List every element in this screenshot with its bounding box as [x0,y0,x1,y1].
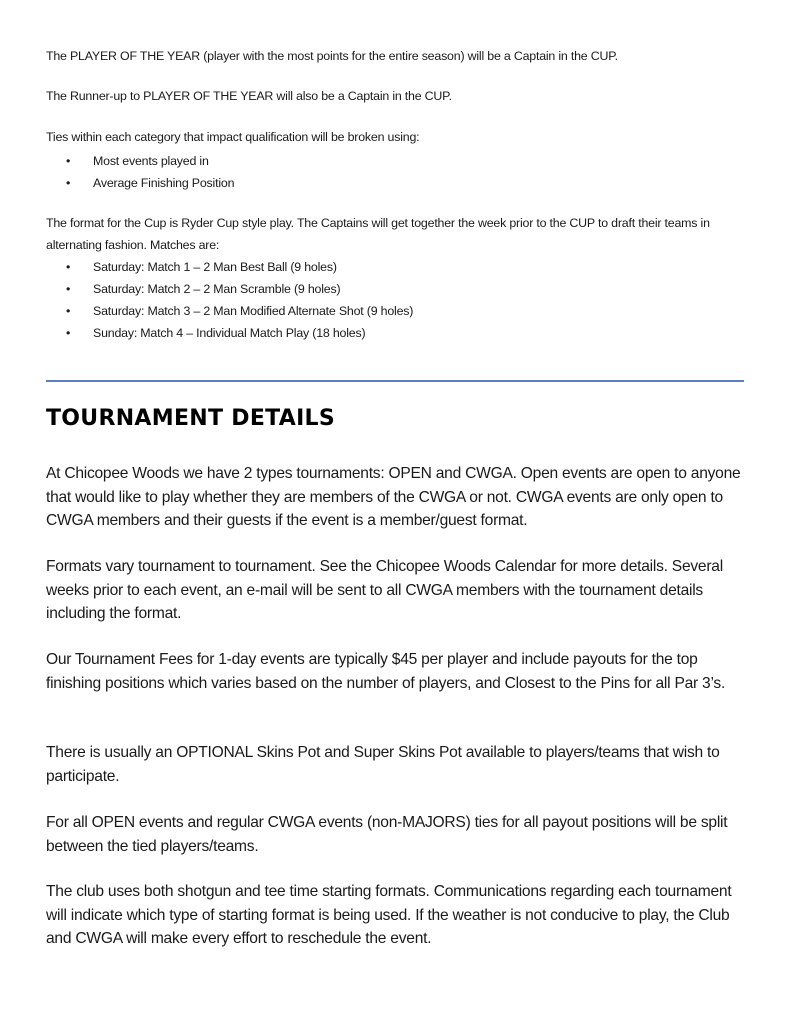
list-item: • Saturday: Match 1 – 2 Man Best Ball (9 holes) [66,256,413,278]
bullet-icon: • [66,326,71,340]
bullet-icon: • [66,260,71,274]
bullet-icon: • [66,154,71,168]
player-of-year-paragraph: The PLAYER OF THE YEAR (player with the most points for the entire season) will be a Captain in the CUP. [46,49,618,63]
section-divider [46,380,744,382]
ties-paragraph: For all OPEN events and regular CWGA events (non-MAJORS) ties for all payout positions will be split between the tied players/teams. [46,814,728,855]
list-item: • Saturday: Match 3 – 2 Man Modified Alternate Shot (9 holes) [66,300,413,322]
fees-paragraph: Our Tournament Fees for 1-day events are typically $45 per player and include payouts for the top finishing positions which varies based on the number of players, and Closest to the Pins for all Par 3’s. [46,651,726,692]
bullet-icon: • [66,282,71,296]
bullet-icon: • [66,304,71,318]
matches-list [66,256,413,344]
tiebreaker-list [66,150,234,194]
list-item: • Saturday: Match 2 – 2 Man Scramble (9 holes) [66,278,413,300]
tiebreak-intro-paragraph: Ties within each category that impact qualification will be broken using: [46,130,420,144]
section-heading: TOURNAMENT DETAILS [46,406,336,431]
list-item: • Average Finishing Position [66,172,234,194]
bullet-icon: • [66,176,71,190]
formats-paragraph: Formats vary tournament to tournament. See the Chicopee Woods Calendar for more details. Several weeks prior to each event, an e-mail will be sent to all CWGA members with the tournament details including the format. [46,558,723,622]
runner-up-paragraph: The Runner-up to PLAYER OF THE YEAR will also be a Captain in the CUP. [46,89,452,103]
starting-format-paragraph: The club uses both shotgun and tee time starting formats. Communications regarding each tournament will indicate which type of starting format is being used. If the weather is not conducive to play, the Club and CWGA will make every effort to reschedule the event. [46,883,732,947]
cup-format-paragraph: The format for the Cup is Ryder Cup style play. The Captains will get together the week prior to the CUP to draft their teams in alternating fashion. Matches are: [46,216,710,252]
list-item: • Most events played in [66,150,234,172]
skins-paragraph: There is usually an OPTIONAL Skins Pot and Super Skins Pot available to players/teams that wish to participate. [46,744,720,785]
tournament-types-paragraph: At Chicopee Woods we have 2 types tournaments: OPEN and CWGA. Open events are open to anyone that would like to play whether they are members of the CWGA or not. CWGA events are only open to CWGA members and their guests if the event is a member/guest format. [46,465,741,529]
list-item: • Sunday: Match 4 – Individual Match Play (18 holes) [66,322,413,344]
